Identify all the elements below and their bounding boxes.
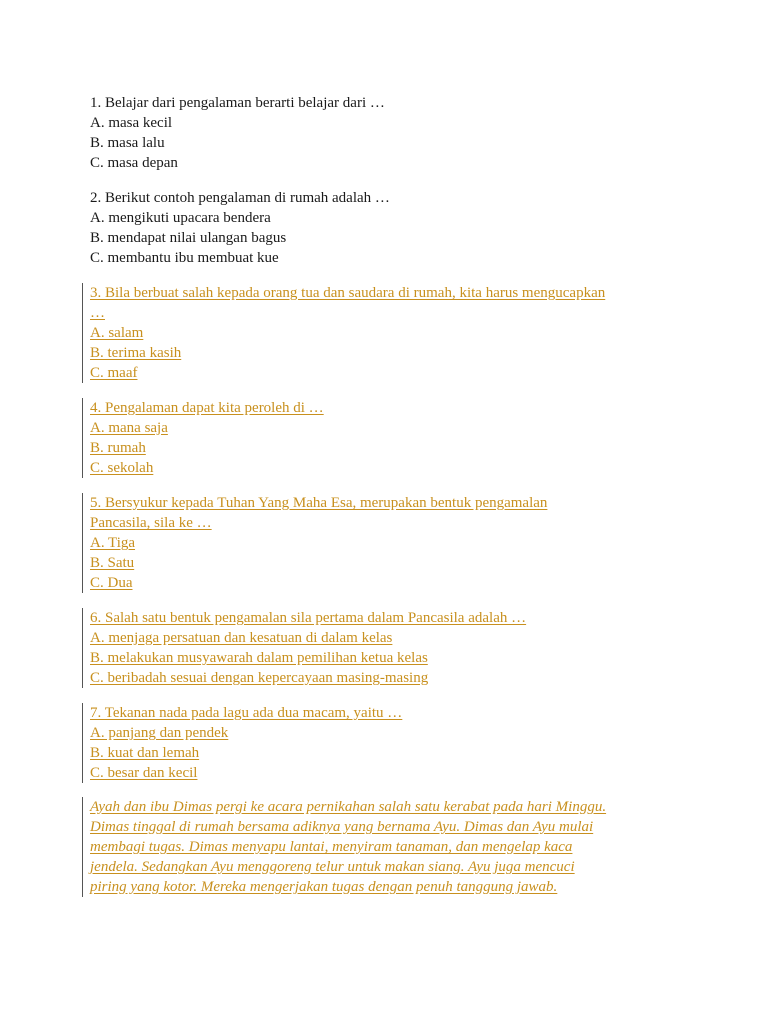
question-5 (82, 493, 690, 593)
question-text-continuation: Pancasila, sila ke … (90, 515, 212, 531)
option-a: A. panjang dan pendek (90, 725, 229, 741)
question-3 (82, 283, 690, 383)
question-text: 2. Berikut contoh pengalaman di rumah adalah … (90, 190, 390, 206)
option-a: A. menjaga persatuan dan kesatuan di dalam kelas (90, 630, 393, 646)
option-b: B. mendapat nilai ulangan bagus (90, 230, 287, 246)
option-c: C. sekolah (90, 460, 154, 476)
passage-line: Ayah dan ibu Dimas pergi ke acara pernikahan salah satu kerabat pada hari Minggu. (90, 799, 607, 815)
passage-line: Dimas tinggal di rumah bersama adiknya yang bernama Ayu. Dimas dan Ayu mulai (90, 819, 594, 835)
question-text: 6. Salah satu bentuk pengamalan sila pertama dalam Pancasila adalah … (90, 610, 527, 626)
option-b: B. melakukan musyawarah dalam pemilihan ketua kelas (90, 650, 428, 666)
option-a: A. masa kecil (90, 115, 173, 131)
option-a: A. salam (90, 325, 144, 341)
question-1 (90, 93, 690, 173)
option-c: C. membantu ibu membuat kue (90, 250, 279, 266)
option-b: B. kuat dan lemah (90, 745, 200, 761)
question-7 (82, 703, 690, 783)
option-a: A. mana saja (90, 420, 168, 436)
option-c: C. beribadah sesuai dengan kepercayaan masing-masing (90, 670, 429, 686)
option-b: B. Satu (90, 555, 135, 571)
option-b: B. terima kasih (90, 345, 182, 361)
question-text-continuation: … (90, 305, 105, 321)
option-b: B. masa lalu (90, 135, 165, 151)
question-text: 4. Pengalaman dapat kita peroleh di … (90, 400, 324, 416)
option-c: C. masa depan (90, 155, 178, 171)
option-c: C. besar dan kecil (90, 765, 198, 781)
passage-line: jendela. Sedangkan Ayu menggoreng telur untuk makan siang. Ayu juga mencuci (90, 859, 575, 875)
passage-line: membagi tugas. Dimas menyapu lantai, menyiram tanaman, dan mengelap kaca (90, 839, 573, 855)
option-a: A. mengikuti upacara bendera (90, 210, 271, 226)
question-text: 7. Tekanan nada pada lagu ada dua macam, yaitu … (90, 705, 403, 721)
reading-passage (82, 797, 690, 897)
question-4 (82, 398, 690, 478)
option-a: A. Tiga (90, 535, 136, 551)
option-b: B. rumah (90, 440, 146, 456)
question-text: 3. Bila berbuat salah kepada orang tua dan saudara di rumah, kita harus mengucapkan (90, 285, 606, 301)
passage-line: piring yang kotor. Mereka mengerjakan tugas dengan penuh tanggung jawab. (90, 879, 558, 895)
option-c: C. maaf (90, 365, 138, 381)
question-6 (82, 608, 690, 688)
question-text: 1. Belajar dari pengalaman berarti belajar dari … (90, 95, 385, 111)
question-2 (90, 188, 690, 268)
question-text: 5. Bersyukur kepada Tuhan Yang Maha Esa, merupakan bentuk pengamalan (90, 495, 548, 511)
option-c: C. Dua (90, 575, 133, 591)
